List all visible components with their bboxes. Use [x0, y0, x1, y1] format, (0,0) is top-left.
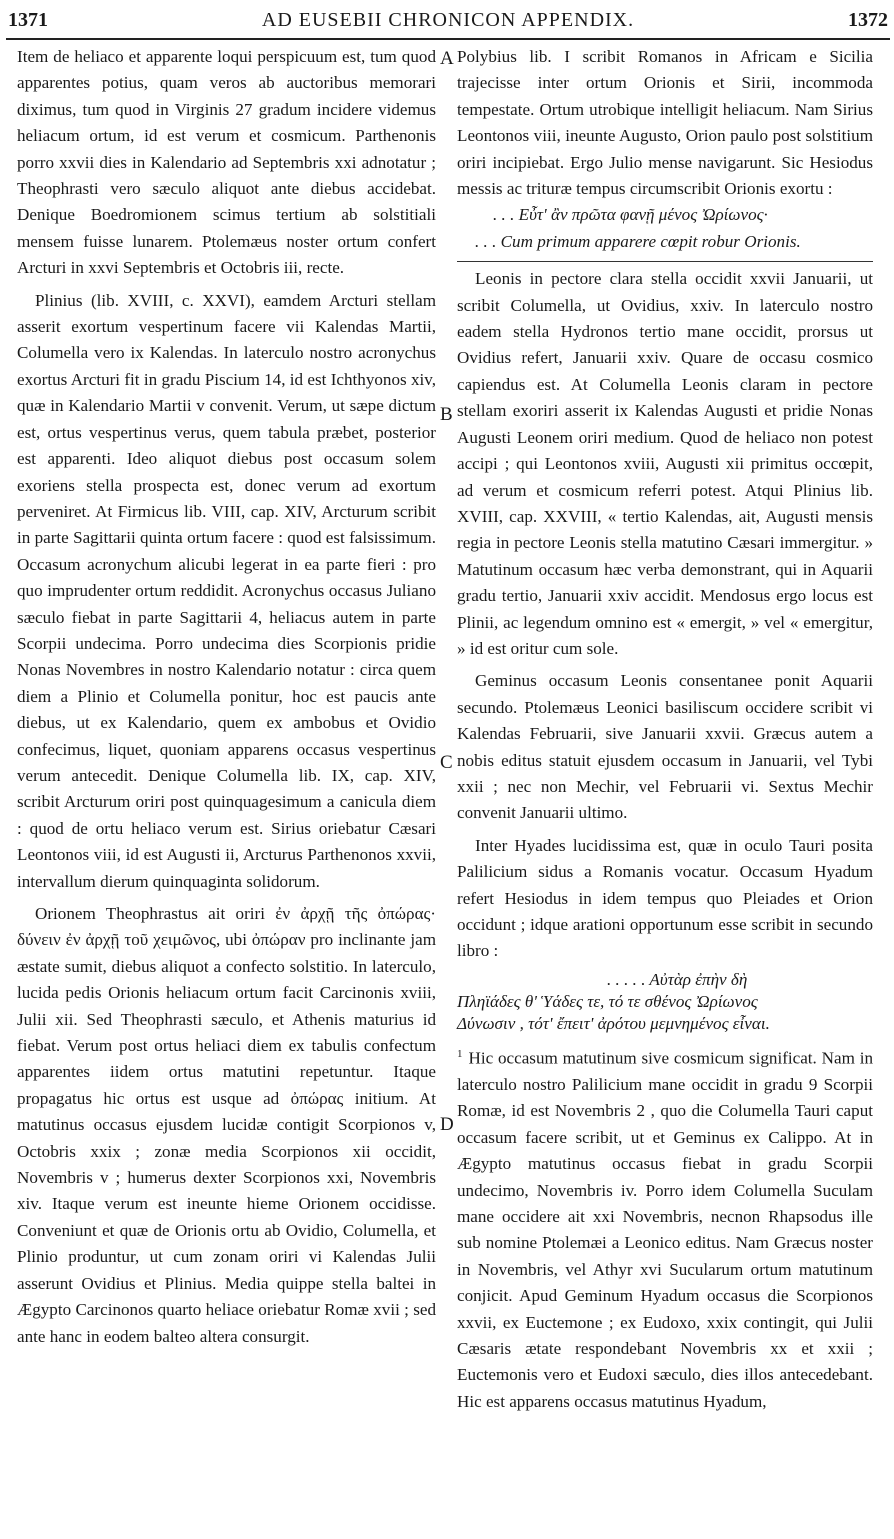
greek-verse-line: Πληϊάδες θ' Ὑάδες τε, τό τε σθένος Ὠρίωνος — [457, 991, 758, 1011]
separator-rule — [457, 261, 873, 262]
paragraph: Item de heliaco et apparente loqui perspicuum est, tum quod apparentes potius, quam veros ab auctoribus memorari diximus, tum quod in Virginis 27 gradum incidere videmus heliacum ortum, id est verum et cosmicum. Parthenonis porro xxvii dies in Kalendario ad Septembris xxi adnotatur ; Theophrasti vero sæculo aliquot ante diebus accidebat. Denique Boedromionem scimus tertium ab solstitiali mensem fuisse lunarem. Ptolemæus noster ortum confert Arcturi in xxvi Septembris et Octobris iii, recte. — [17, 47, 436, 278]
paragraph: Leonis in pectore clara stella occidit xxvii Januarii, ut scribit Columella, ut Ovidius, xxiv. In laterculo nostro eadem stella Hydronos tertio mane occidit, prorsus ut Ovidius refert, Januarii xxiv. Quare de occasu cosmico capiendus est. At Columella Leonis claram in pectore stellam exoriri asserit ix Kalendas Augusti et pridie Nonas Augusti Leonem oriri medium. Quod de heliaco non potest accipi ; qui Leontonos xviii, Augusti xii primitus occœpit, ad verum et cosmicum referri potest. Atqui Plinius lib. XVIII, cap. XXVIII, « tertio Kalendas, ait, Augusti mensis regia in pectore Leonis stella matutino Cæsari immergitur. » Matutinum occasum hæc verba demonstrant, qui in Aquarii gradu tertio, Januarii xxiv accidit. Mendosus ergo locus est Plinii, ac legendum omnino est « emergit, » vel « emergitur, » id est oritur cum sole. — [457, 269, 873, 658]
latin-verse-line: . . . Cum primum apparere cœpit robur Orionis. — [475, 231, 801, 251]
paragraph: Polybius lib. I scribit Romanos in Africam e Sicilia trajecisse inter ortum Orionis et Sirii, incommoda tempestate. Ortum utrobique intelligit heliacum. Nam Sirius Leontonos viii, ineunte Augusto, Orion paulo post solstitium oriri incipiebat. Ergo Julio mense navigarunt. Sic Hesiodus messis ac trituræ tempus circumscribit Orionis exortu : — [457, 47, 873, 199]
margin-letter-c: C — [440, 752, 453, 773]
left-page-number: 1371 — [8, 9, 48, 31]
footnote-mark: 1 — [457, 1047, 463, 1060]
header-rule — [6, 38, 890, 40]
greek-verse-line: . . . Εὖτ' ἂν πρῶτα φανῇ μένος Ὠρίωνος· — [493, 205, 768, 225]
page-header — [6, 2, 890, 38]
margin-letter-d: D — [440, 1114, 454, 1135]
greek-verse-block — [457, 969, 873, 1035]
paragraph: Plinius (lib. XVIII, c. XXVI), eamdem Arcturi stellam asserit exortum vespertinum facere vii Kalendas Martii, Columella vero ix Kalendas. In laterculo nostro acronychus exortus Arcturi fit in gradu Piscium 14, id est Ichthyonos xiv, quæ in Kalendario Martii v convenit. Verum, ut sæpe dictum est, ortus vespertinus verus, quem tabula præbet, posterior est apparenti. Ideo aliquot diebus post occasum solem exoriens stella prospecta est, donec verum ad exortum perveniret. At Firmicus lib. VIII, cap. XIV, Arcturum scribit in parte Sagittarii quinta ortum facere : quod est falsissimum. Occasum acronychum alicubi legerat in ea parte fieri : pro quo imprudenter ortum reddidit. Acronychus occasus Juliano sæculo fiebat in parte Sagittarii 4, heliacus autem in parte Scorpii undecima. Porro undecima dies Scorpionis pridie Nonas Novembres in nostro Kalendario notatur : circa quem diem a Plinio et Columella ponitur, hoc est paucis ante diebus, ut ex Kalendario, quem ex ambobus et Ovidio confecimus, liquet, quoniam apparens occasus vespertinus verum antecedit. Denique Columella lib. IX, cap. XIV, scribit Arcturum oriri post quinquagesimum a canicula diem : quod de ortu heliaco verum est. Sirius oriebatur Cæsari Leontonos viii, id est Augusti ii, Arcturus Parthenonos xxvii, intervallum dierum quinquaginta solidorum. — [17, 290, 436, 891]
right-page-number: 1372 — [848, 9, 888, 31]
footnote — [457, 1041, 873, 1415]
paragraph: Orionem Theophrastus ait oriri ἐν ἀρχῇ τῆς ὀπώρας· δύνειν ἐν ἀρχῇ τοῦ χειμῶνος, ubi ὀπώραν pro inclinante jam æstate sumit, diebus aliquot a confecto solstitio. In laterculo, lucida pedis Orionis heliacum ortum facit Carcinonis xviii, Julii xii. Sed Theophrasti sæculo, et Athenis maturius id fiebat. Verum post ortus heliaci diem ex tabulis confectum apparentes iidem ortus matutini repetuntur. Itaque propagatus hic ortus est usque ad ὀπώρας initium. At matutinus occasus ejusdem lucidæ contigit Scorpionos v, Octobris xxix ; zonæ media Scorpionos xii occidit, Novembris v ; humerus dexter Scorpionos xxi, Novembris xiv. Itaque verum est ineunte hieme Orionem occidisse. Conveniunt et quæ de Orionis ortu ab Ovidio, Columella, et Plinio produntur, ut cum zonam oriri vi Kalendas Julii asserunt Ovidius et Plinius. Media quippe stella baltei in Ægypto Carcinonos quarto heliace oriebatur Romæ xvii ; sed ante hanc in eodem balteo altera consurgit. — [17, 904, 436, 1346]
running-title: AD EUSEBII CHRONICON APPENDIX. — [261, 9, 635, 31]
paragraph: Geminus occasum Leonis consentanee ponit Aquarii secundo. Ptolemæus Leonici basiliscum occidere scribit vi Kalendas Februarii, sive Januarii xxvii. Græcus autem a nobis editus statuit ejusdem occasum in Januarii, vel Tybi xxii ; nec non Mechir, vel Februarii vi. Sextus Mechir convenit Januarii ultimo. — [457, 671, 873, 823]
margin-letter-b: B — [440, 404, 453, 425]
margin-letter-a: A — [440, 48, 454, 69]
greek-verse-line: Δύνωσιν , τότ' ἔπειτ' ἀρότου μεμνημένος εἶναι. — [457, 1013, 770, 1033]
paragraph: Inter Hyades lucidissima est, quæ in oculo Tauri posita Palilicium sidus a Romanis vocatur. Occasum Hyadum refert Hesiodus in idem tempus quo Pleiades et Orion occidunt ; idque arationi opportunum esse scribit in secundo libro : — [457, 835, 873, 961]
footnote-text: Hic occasum matutinum sive cosmicum significat. Nam in laterculo nostro Palilicium mane occidit in gradu 9 Scorpii Romæ, id est Novembris 2 , quo die Columella Tauri caput occasum facere scribit, ut et Geminus ex Calippo. At in Ægypto matutinus occasus fiebat in gradu Scorpii undecimo, Novembris iv. Porro idem Columella Suculam mane occidere ait xxi Novembris, necnon Rhapsodus ille sub nomine Ptolemæi a Leonico editus. Nam Græcus noster in Novembris, vel Athyr xvi Sucularum ortum matutinum conjicit. Apud Geminum Hyadum occasus die Scorpionos xxvii, ex Euctemone ; ex Eudoxo, xxix contingit, qui Julii Cæsaris ætate respondebant Novembris xx et xxii ; Euctemonis vero et Eudoxi sæculo, dies illos antecedebant. Hic est apparens occasus matutinus Hyadum, — [457, 1048, 873, 1411]
left-column — [17, 44, 436, 1350]
greek-verse-line: . . . . . Αὐτὰρ ἐπὴν δὴ — [607, 969, 748, 989]
right-column — [457, 44, 873, 1415]
